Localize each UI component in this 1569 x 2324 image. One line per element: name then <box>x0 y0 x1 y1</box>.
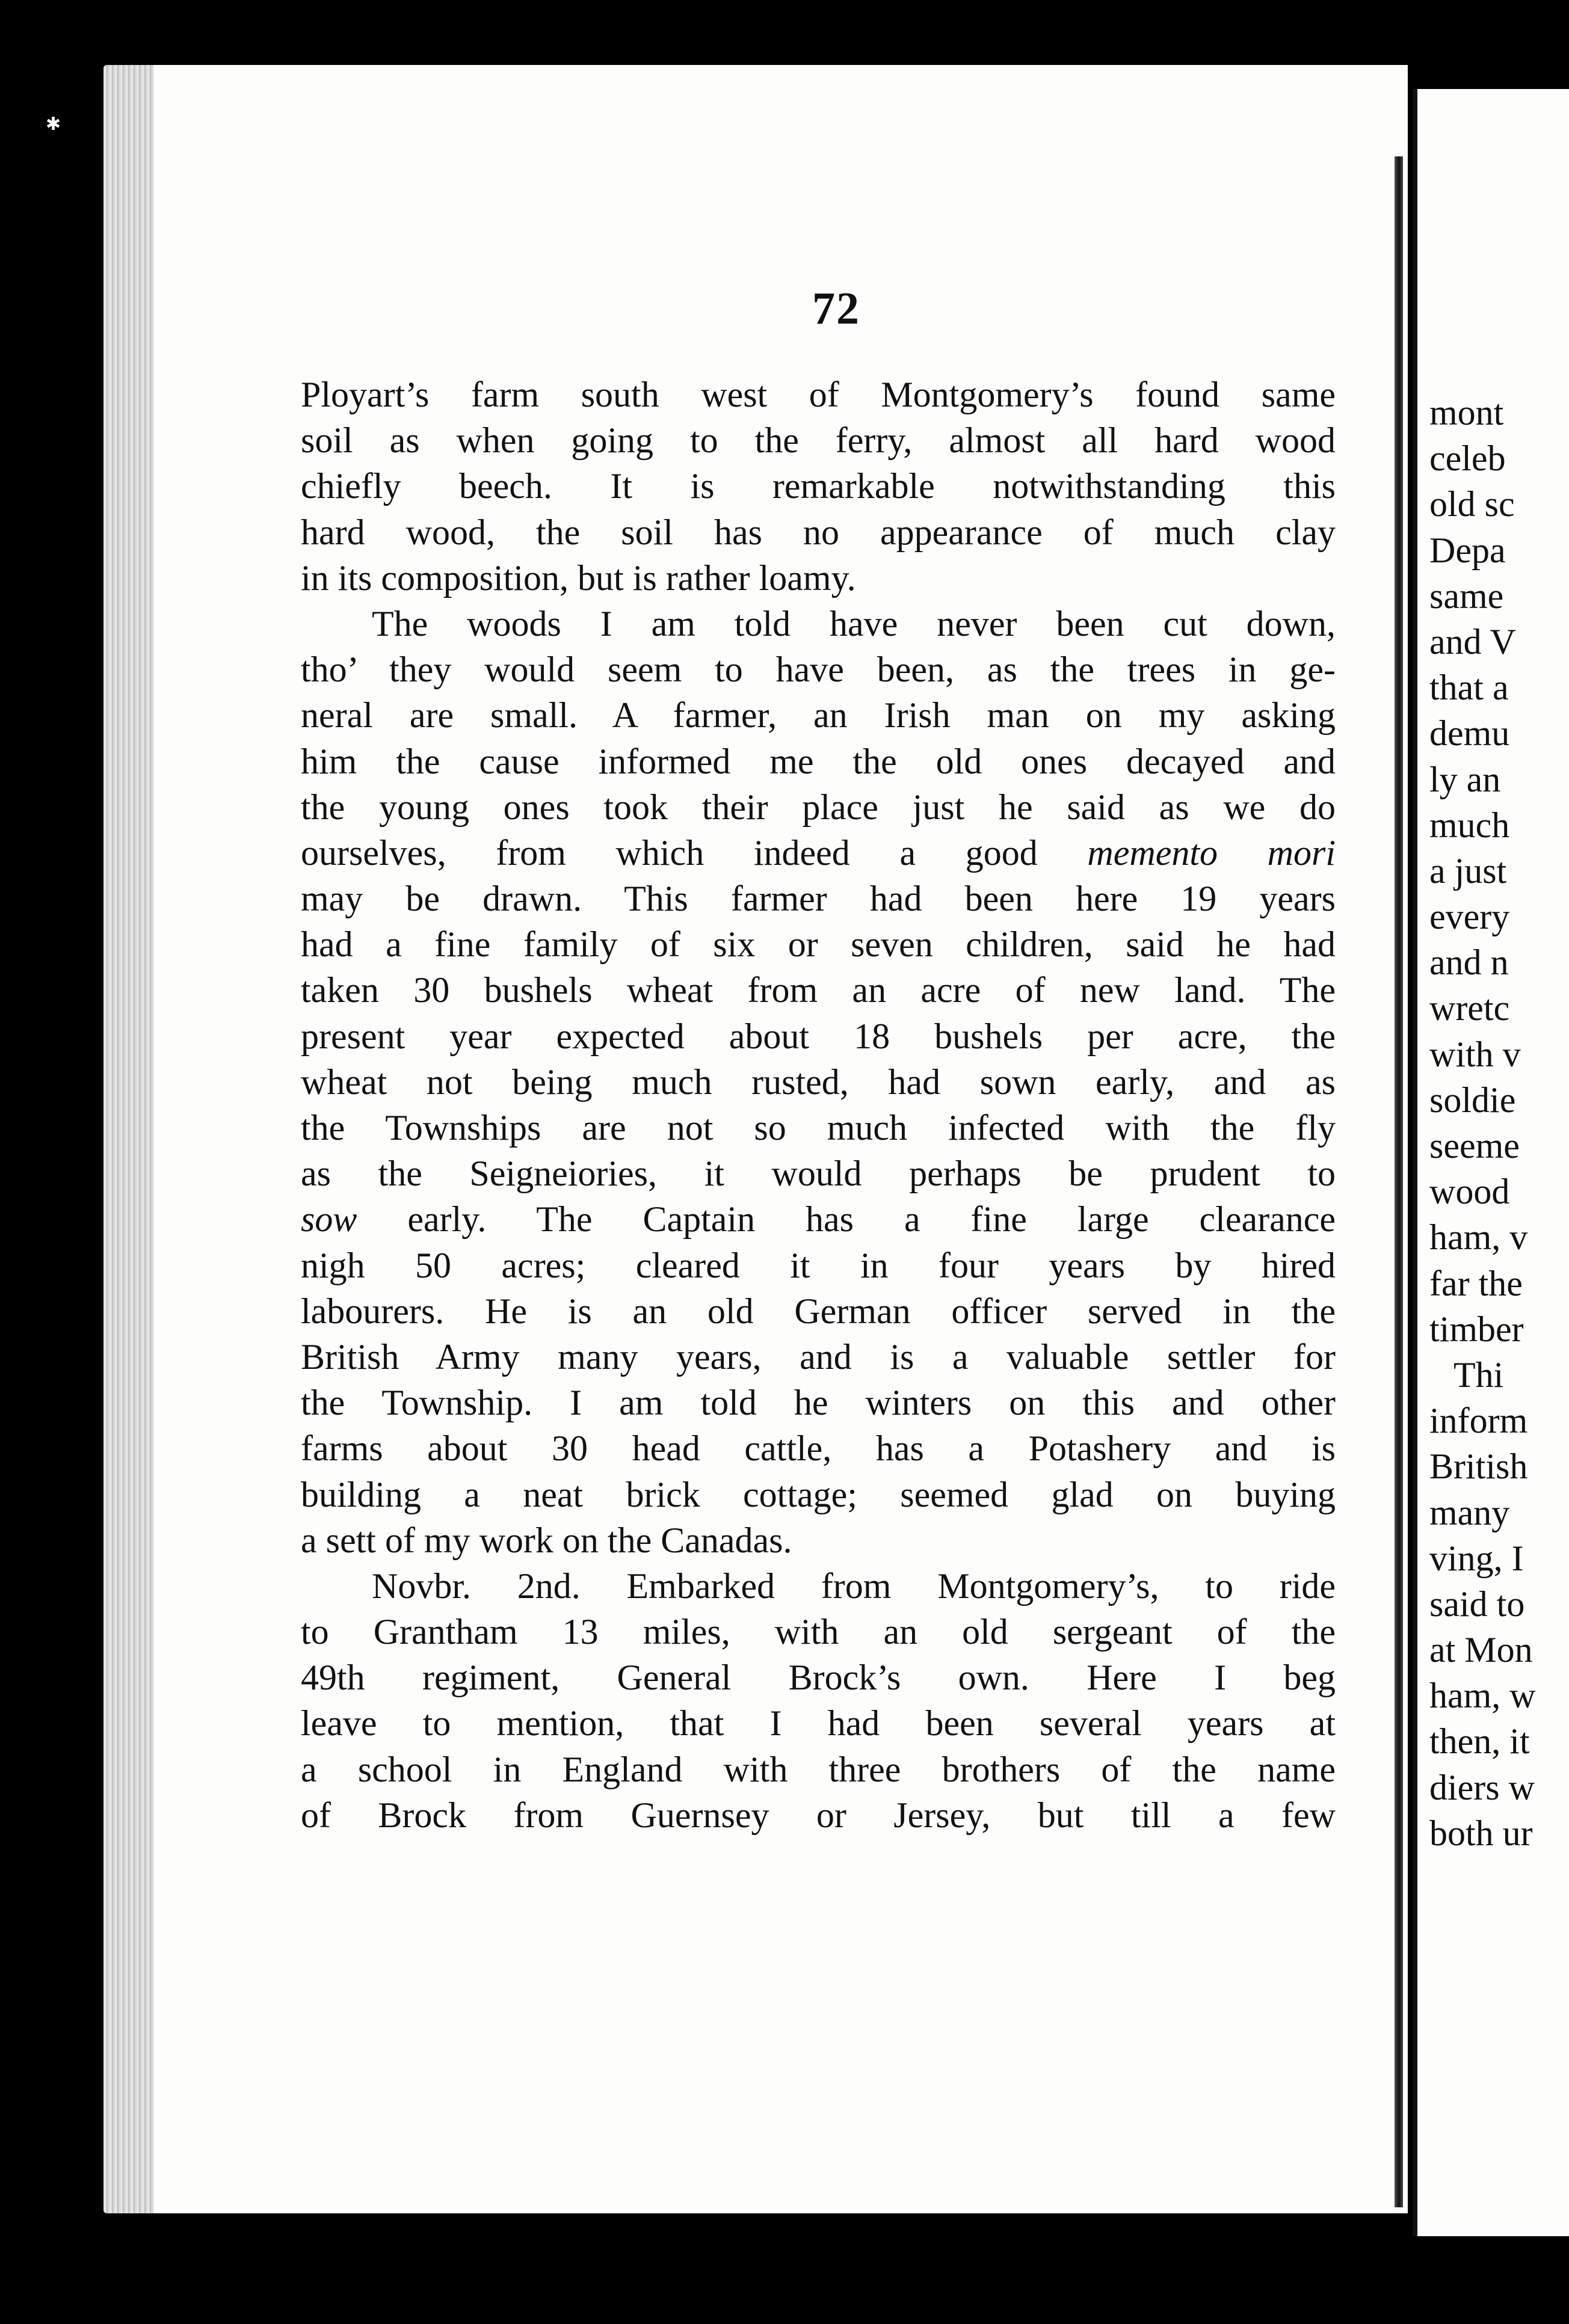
text-line: wheat not being much rusted, had sown early, and as <box>301 1062 1336 1102</box>
right-text-line: said to <box>1429 1584 1525 1624</box>
right-text-line: demu <box>1429 713 1510 754</box>
right-text-line: ham, v <box>1429 1217 1528 1258</box>
text-line: Novbr. 2nd. Embarked from Montgomery’s, to ride <box>372 1566 1336 1606</box>
text-line: farms about 30 head cattle, has a Potashery and is <box>301 1428 1336 1469</box>
right-text-line: Thi <box>1453 1354 1504 1395</box>
text-line: as the Seigneiories, it would perhaps be prudent to <box>301 1154 1336 1194</box>
text-line: of Brock from Guernsey or Jersey, but till a few <box>301 1795 1336 1835</box>
right-text-line: inform <box>1429 1401 1528 1441</box>
italic-word: sow <box>301 1199 357 1240</box>
text-line: a school in England with three brothers of the name <box>301 1749 1336 1789</box>
right-text-line: a just <box>1429 850 1507 891</box>
italic-phrase: memento mori <box>1087 832 1336 873</box>
text-line: the Townships are not so much infected with the fly <box>301 1108 1336 1148</box>
text-line: a sett of my work on the Canadas. <box>301 1520 792 1560</box>
text-line: tho’ they would seem to have been, as the trees in ge- <box>301 650 1336 690</box>
right-text-line: every <box>1429 897 1510 937</box>
body-text <box>301 372 1336 1838</box>
right-text-line: that a <box>1429 668 1509 708</box>
right-text-line: at Mon <box>1429 1630 1533 1670</box>
right-page-text <box>1429 390 1569 1856</box>
text-line: The woods I am told have never been cut down, <box>372 603 1336 644</box>
text-line: may be drawn. This farmer had been here 19 years <box>301 879 1336 919</box>
text-line: him the cause informed me the old ones decayed and <box>301 741 1336 781</box>
right-text-line: both ur <box>1429 1813 1533 1853</box>
text-line-with-italic <box>301 1196 1336 1242</box>
text-line: neral are small. A farmer, an Irish man on my asking <box>301 695 1336 736</box>
right-text-line: and n <box>1429 942 1509 983</box>
scan-speck: ✱ <box>46 114 61 134</box>
right-text-line: seeme <box>1429 1126 1520 1166</box>
text-line: to Grantham 13 miles, with an old sergeant of the <box>301 1612 1336 1652</box>
right-text-line: ham, w <box>1429 1676 1536 1716</box>
text-segment: early. The Captain has a fine large clearance <box>407 1199 1336 1240</box>
right-text-line: much <box>1429 805 1510 845</box>
right-text-line: wretc <box>1429 988 1510 1028</box>
right-text-line: wood <box>1429 1172 1510 1212</box>
right-text-line: far the <box>1429 1263 1523 1303</box>
text-line: 49th regiment, General Brock’s own. Here I beg <box>301 1658 1336 1698</box>
right-text-line: diers w <box>1429 1767 1535 1807</box>
text-line: leave to mention, that I had been several years at <box>301 1703 1336 1744</box>
text-line: the young ones took their place just he said as we do <box>301 787 1336 827</box>
text-line: Ployart’s farm south west of Montgomery’s found same <box>301 375 1336 414</box>
text-segment: ourselves, from which indeed a good <box>301 832 1038 873</box>
text-line: labourers. He is an old German officer served in the <box>301 1291 1336 1331</box>
page-number: 72 <box>812 283 860 334</box>
text-line: had a fine family of six or seven children, said he had <box>301 924 1336 965</box>
text-line: British Army many years, and is a valuable settler for <box>301 1336 1336 1377</box>
right-text-line: same <box>1429 576 1504 616</box>
text-line: in its composition, but is rather loamy. <box>301 558 856 598</box>
right-text-line: timber <box>1429 1309 1524 1349</box>
text-line: present year expected about 18 bushels per acre, the <box>301 1016 1336 1056</box>
right-text-line: soldie <box>1429 1080 1516 1120</box>
text-line: nigh 50 acres; cleared it in four years by hired <box>301 1245 1336 1285</box>
right-text-line: ving, I <box>1429 1538 1524 1578</box>
right-text-line: mont <box>1429 393 1504 432</box>
right-text-line: with v <box>1429 1034 1521 1074</box>
text-line: chiefly beech. It is remarkable notwithstanding this <box>301 466 1336 506</box>
text-line: the Township. I am told he winters on this and other <box>301 1383 1336 1423</box>
text-line: taken 30 bushels wheat from an acre of new land. The <box>301 970 1336 1010</box>
right-text-line: British <box>1429 1446 1528 1487</box>
text-line-with-italic <box>301 830 1336 876</box>
right-text-line: Depa <box>1429 530 1506 570</box>
right-text-line: celeb <box>1429 438 1506 479</box>
text-line: hard wood, the soil has no appearance of much clay <box>301 512 1336 552</box>
right-text-line: old sc <box>1429 484 1515 524</box>
right-text-line: then, it <box>1429 1721 1530 1762</box>
text-line: soil as when going to the ferry, almost all hard wood <box>301 420 1336 461</box>
text-line: building a neat brick cottage; seemed glad on buying <box>301 1474 1336 1514</box>
book-gutter <box>1395 156 1403 2207</box>
right-text-line: many <box>1429 1492 1510 1532</box>
page-edge-stack <box>103 65 154 2213</box>
right-text-line: ly an <box>1429 759 1501 799</box>
right-text-line: and V <box>1429 621 1516 662</box>
